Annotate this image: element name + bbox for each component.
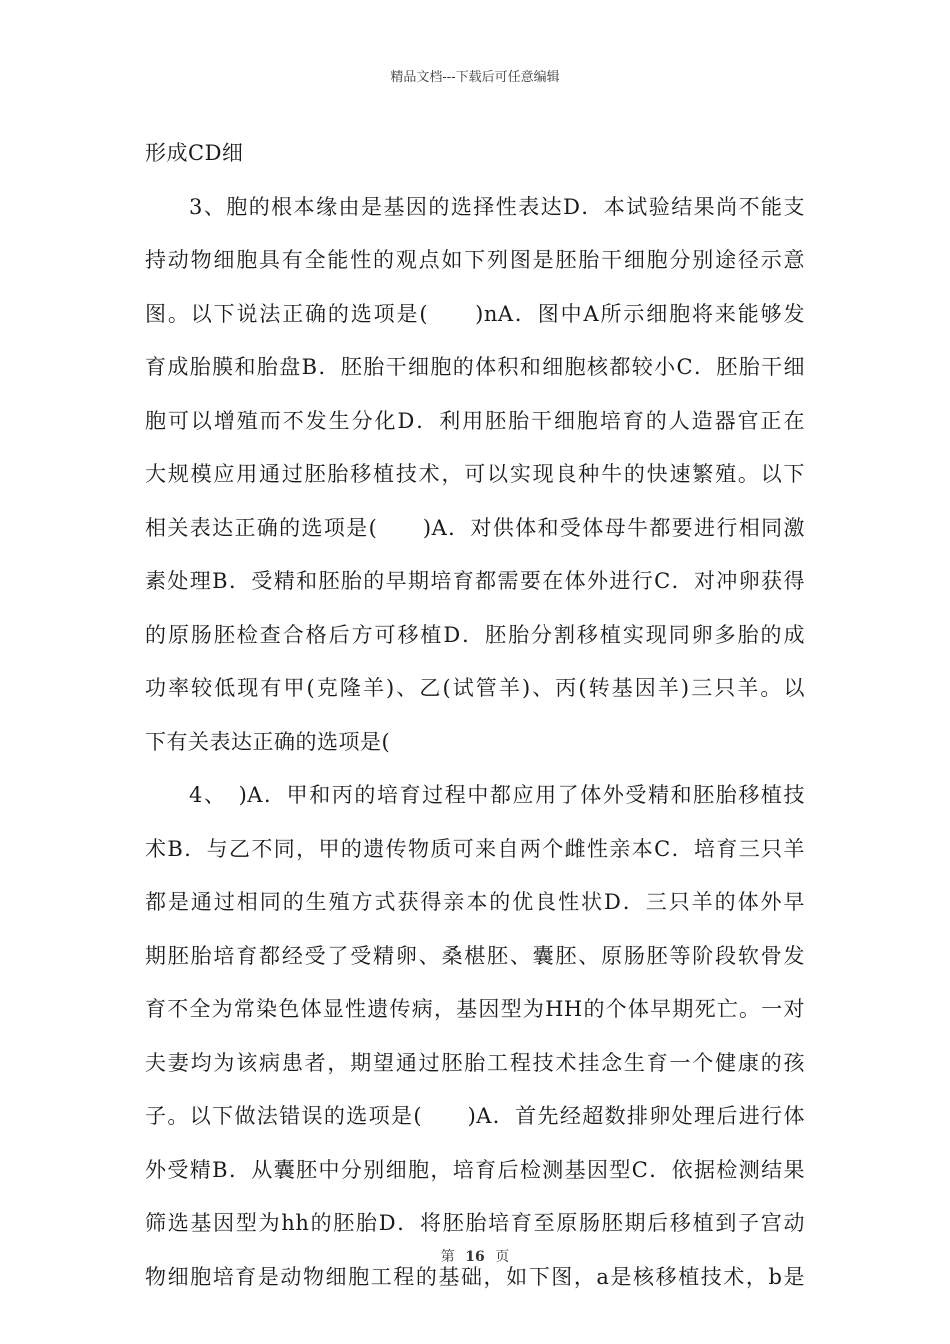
text-line: 功率较低现有甲(克隆羊)、乙(试管羊)、丙(转基因羊)三只羊。以 — [145, 676, 805, 700]
text-line: 物细胞培育是动物细胞工程的基础，如下图，a是核移植技术，b是 — [145, 1264, 805, 1289]
page-header: 精品文档---下载后可任意编辑 — [390, 70, 560, 85]
text-line: 相关表达正确的选项是( )A．对供体和受体母牛都要进行相同激 — [145, 515, 805, 540]
text-line: 外受精B．从囊胚中分别细胞，培育后检测基因型C．依据检测结果 — [145, 1157, 805, 1182]
text-line: 图。以下说法正确的选项是( )nA．图中A所示细胞将来能够发 — [145, 301, 805, 326]
text-line: 筛选基因型为hh的胚胎D．将胚胎培育至原肠胚期后移植到子宫动 — [145, 1211, 805, 1235]
text-line: 素处理B．受精和胚胎的早期培育都需要在体外进行C．对冲卵获得 — [145, 569, 805, 593]
page-label-prefix: 第 — [440, 1249, 455, 1265]
text-line: 育不全为常染色体显性遗传病，基因型为HH的个体早期死亡。一对 — [145, 997, 805, 1021]
text-line: 3、胞的根本缘由是基因的选择性表达D．本试验结果尚不能支 — [189, 194, 805, 219]
text-line: 术B．与乙不同，甲的遗传物质可来自两个雌性亲本C．培育三只羊 — [145, 836, 805, 861]
document-body — [145, 130, 805, 1307]
text-line: 的原肠胚检查合格后方可移植D．胚胎分割移植实现同卵多胎的成 — [145, 622, 805, 647]
text-line: 4、 )A．甲和丙的培育过程中都应用了体外受精和胚胎移植技 — [189, 783, 805, 807]
page-label-suffix: 页 — [495, 1249, 510, 1265]
text-line: 子。以下做法错误的选项是( )A．首先经超数排卵处理后进行体 — [145, 1104, 805, 1128]
text-line: 持动物细胞具有全能性的观点如下列图是胚胎干细胞分别途径示意 — [145, 248, 805, 272]
text-line: 夫妻均为该病患者，期望通过胚胎工程技术挂念生育一个健康的孩 — [145, 1050, 805, 1075]
text-line: 育成胎膜和胎盘B．胚胎干细胞的体积和细胞核都较小C．胚胎干细 — [145, 355, 805, 379]
text-line: 形成CD细 — [145, 141, 244, 165]
text-line: 胞可以增殖而不发生分化D．利用胚胎干细胞培育的人造器官正在 — [145, 408, 805, 433]
page-number: 16 — [465, 1249, 485, 1265]
text-line: 大规模应用通过胚胎移植技术，可以实现良种牛的快速繁殖。以下 — [145, 462, 805, 486]
text-line: 期胚胎培育都经受了受精卵、桑椹胚、囊胚、原肠胚等阶段软骨发 — [145, 943, 805, 968]
page-footer — [0, 1246, 950, 1266]
text-line: 都是通过相同的生殖方式获得亲本的优良性状D．三只羊的体外早 — [145, 890, 805, 914]
text-line: 下有关表达正确的选项是( — [145, 729, 391, 754]
